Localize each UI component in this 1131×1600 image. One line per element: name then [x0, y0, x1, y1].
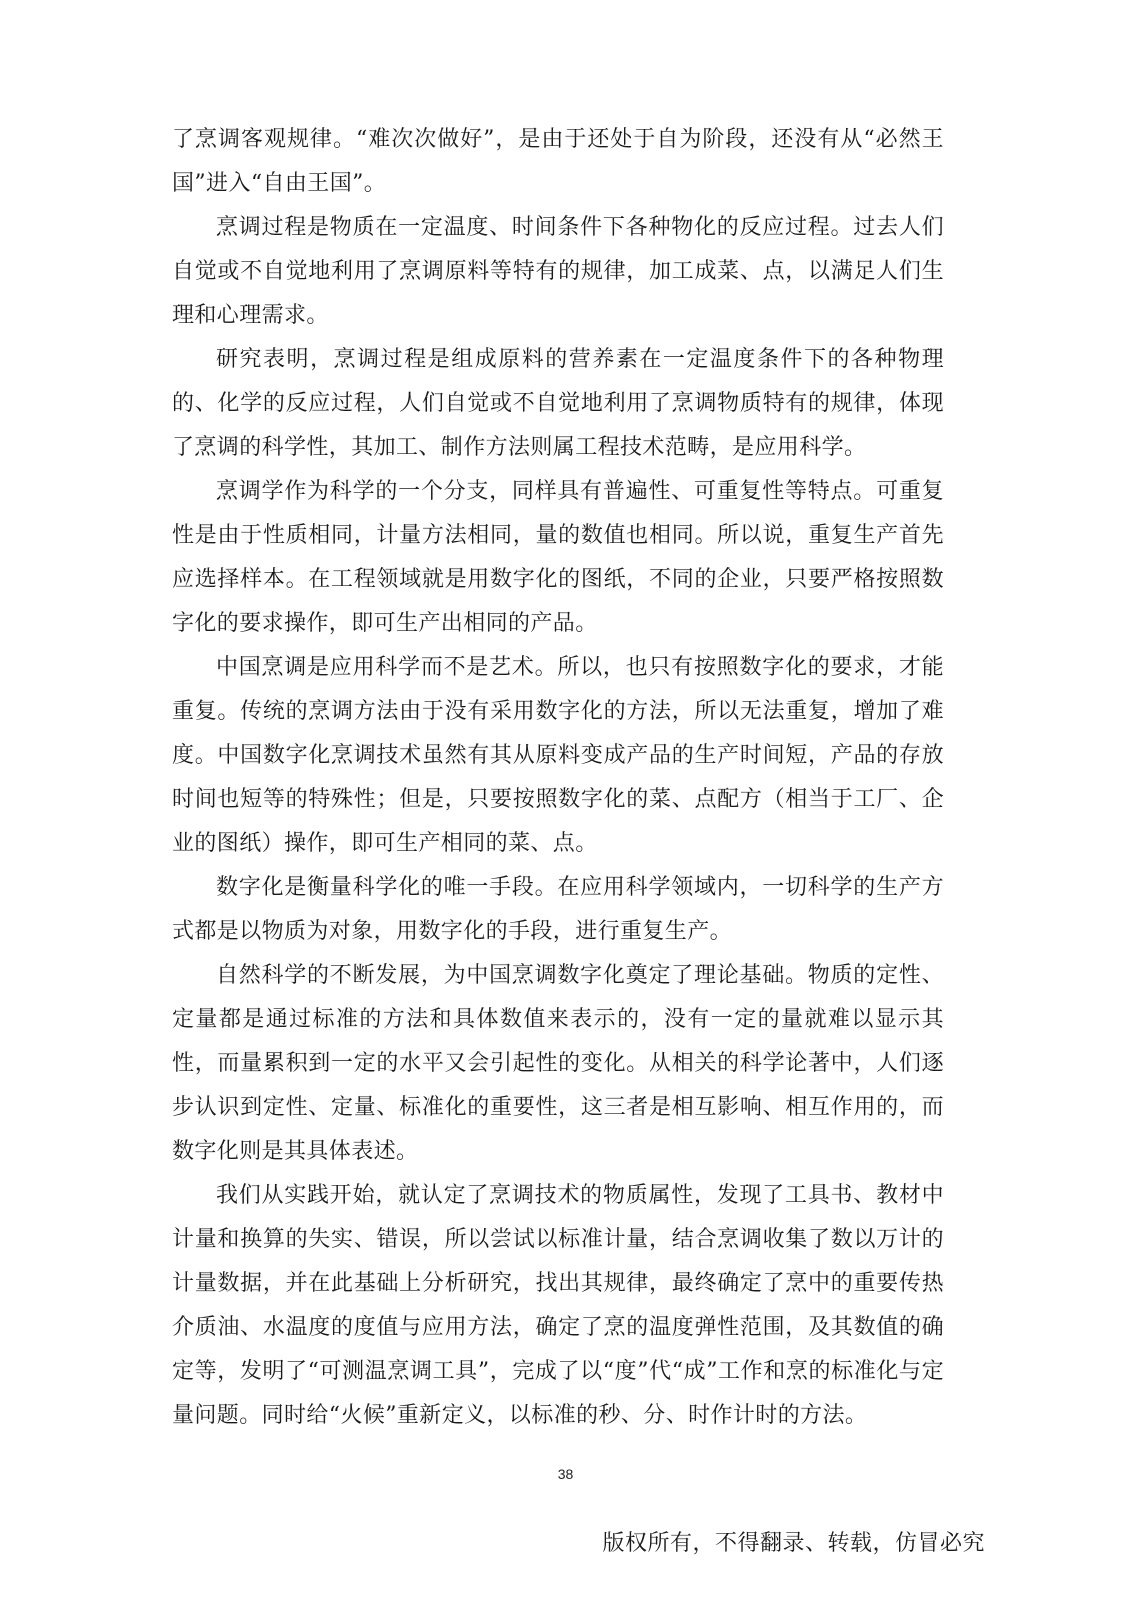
paragraph: 烹调学作为科学的一个分支，同样具有普遍性、可重复性等特点。可重复性是由于性质相同，计量方法相同，量的数值也相同。所以说，重复生产首先应选择样本。在工程领域就是用数字化的图纸，不同的企业，只要严格按照数字化的要求操作，即可生产出相同的产品。: [172, 479, 944, 636]
copyright-notice: 版权所有，不得翻录、转载，仿冒必究: [602, 1531, 985, 1556]
paragraph: 中国烹调是应用科学而不是艺术。所以，也只有按照数字化的要求，才能重复。传统的烹调方法由于没有采用数字化的方法，所以无法重复，增加了难度。中国数字化烹调技术虽然有其从原料变成产品的生产时间短，产品的存放时间也短等的特殊性；但是，只要按照数字化的菜、点配方（相当于工厂、企业的图纸）操作，即可生产相同的菜、点。: [172, 655, 944, 856]
paragraph: 自然科学的不断发展，为中国烹调数字化奠定了理论基础。物质的定性、定量都是通过标准的方法和具体数值来表示的，没有一定的量就难以显示其性，而量累积到一定的水平又会引起性的变化。从相关的科学论著中，人们逐步认识到定性、定量、标准化的重要性，这三者是相互影响、相互作用的，而数字化则是其具体表述。: [172, 963, 944, 1164]
paragraph: 数字化是衡量科学化的唯一手段。在应用科学领域内，一切科学的生产方式都是以物质为对象，用数字化的手段，进行重复生产。: [172, 875, 944, 944]
body-text: [172, 118, 944, 1438]
paragraph: 研究表明，烹调过程是组成原料的营养素在一定温度条件下的各种物理的、化学的反应过程，人们自觉或不自觉地利用了烹调物质特有的规律，体现了烹调的科学性，其加工、制作方法则属工程技术范畴，是应用科学。: [172, 347, 944, 460]
paragraph: 烹调过程是物质在一定温度、时间条件下各种物化的反应过程。过去人们自觉或不自觉地利用了烹调原料等特有的规律，加工成菜、点，以满足人们生理和心理需求。: [172, 215, 944, 328]
paragraph-continued: 了烹调客观规律。“难次次做好”，是由于还处于自为阶段，还没有从“必然王国”进入“自由王国”。: [172, 127, 944, 196]
page-number: 38: [557, 1466, 574, 1482]
paragraph: 我们从实践开始，就认定了烹调技术的物质属性，发现了工具书、教材中计量和换算的失实、错误，所以尝试以标准计量，结合烹调收集了数以万计的计量数据，并在此基础上分析研究，找出其规律，最终确定了烹中的重要传热介质油、水温度的度值与应用方法，确定了烹的温度弹性范围，及其数值的确定等，发明了“可测温烹调工具”，完成了以“度”代“成”工作和烹的标准化与定量问题。同时给“火候”重新定义，以标准的秒、分、时作计时的方法。: [172, 1183, 944, 1428]
